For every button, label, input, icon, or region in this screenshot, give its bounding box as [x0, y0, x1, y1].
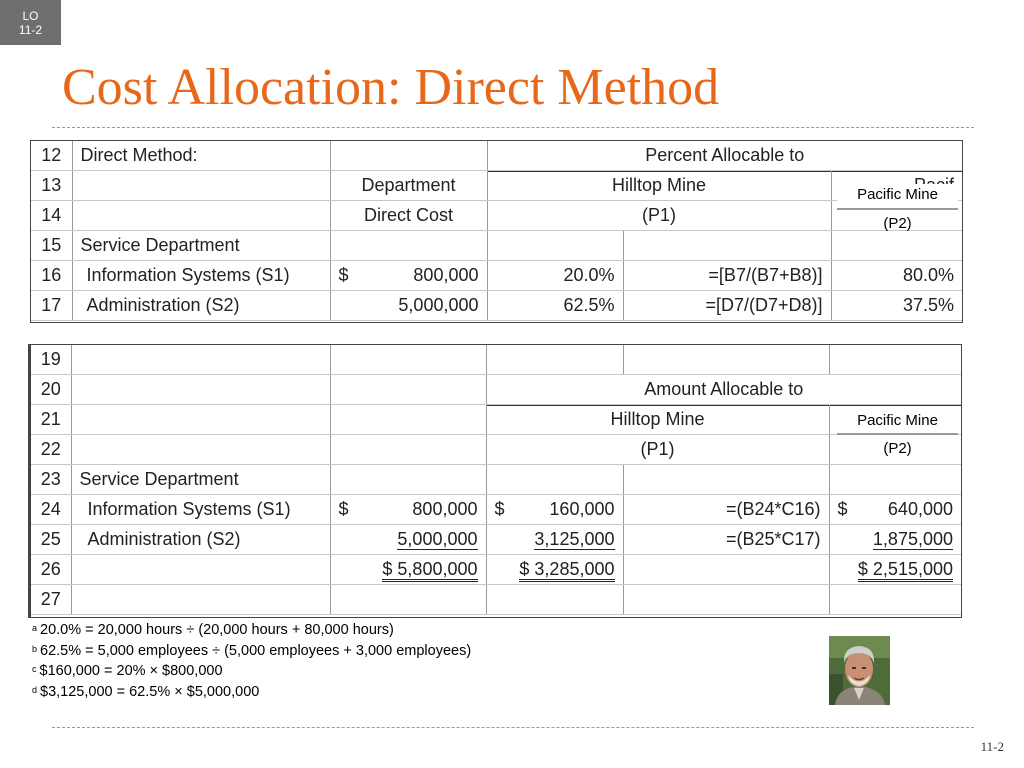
formula-cell: =(B24*C16) [623, 495, 829, 525]
row-label: Information Systems (S1) [71, 495, 330, 525]
footnotes [32, 620, 471, 702]
formula-cell: =[D7/(D7+D8)] [623, 291, 831, 321]
pacific-mine-name: Pacific Mine [837, 184, 958, 210]
pacific-mine-code: (P2) [883, 440, 912, 457]
row-label: Administration (S2) [71, 525, 330, 555]
table-row [31, 141, 962, 171]
pacific-mine-name: Pacific Mine [837, 408, 958, 435]
table-row [31, 585, 961, 615]
row-label: Direct Method: [72, 141, 330, 171]
row-number: 16 [31, 261, 72, 291]
table-row [31, 465, 961, 495]
dollar-sign: $ [494, 499, 505, 519]
amount-value: 160,000 [549, 499, 615, 519]
amount-allocation-table [28, 344, 962, 618]
footnote-mark: d [32, 684, 38, 695]
dollar-sign: $ [338, 499, 349, 519]
row-label: Information Systems (S1) [72, 261, 330, 291]
p1-code: (P1) [487, 201, 831, 231]
percent-cell: 80.0% [831, 261, 962, 291]
amount-cell [829, 495, 961, 525]
row-number: 12 [31, 141, 72, 171]
table-row [31, 231, 962, 261]
total-value: $ 2,515,000 [858, 559, 953, 582]
table-row [31, 375, 961, 405]
amount-value: 640,000 [887, 499, 953, 519]
table-row [31, 345, 961, 375]
percent-cell: 20.0% [487, 261, 623, 291]
table-row [31, 261, 962, 291]
row-number: 21 [31, 405, 71, 435]
footnote-mark: a [32, 623, 38, 633]
footnote [32, 661, 471, 682]
total-value: $ 3,285,000 [519, 559, 614, 582]
presenter-photo-image [829, 636, 890, 705]
dollar-sign: $ [338, 265, 349, 285]
footnote [32, 620, 471, 641]
row-number: 23 [31, 465, 71, 495]
row-number: 20 [31, 375, 71, 405]
footnote-text: $160,000 = 20% × $800,000 [39, 663, 223, 679]
table-row [31, 291, 962, 321]
table-row [31, 555, 961, 585]
table-row [31, 201, 962, 231]
footnote-mark: b [32, 643, 38, 654]
amount-cell: 5,000,000 [330, 291, 487, 321]
table-row [31, 171, 962, 201]
footnote-text: $3,125,000 = 62.5% × $5,000,000 [40, 683, 260, 700]
row-number: 17 [31, 291, 72, 321]
learning-objective-badge [0, 0, 61, 45]
pacific-mine-label-overlay [837, 408, 958, 462]
amount-value: 800,000 [413, 265, 479, 285]
presenter-photo [829, 636, 890, 705]
total-value: $ 5,800,000 [382, 559, 477, 582]
percent-cell: 37.5% [831, 291, 962, 321]
row-label: Administration (S2) [72, 291, 330, 321]
hilltop-mine-header: Hilltop Mine [487, 171, 831, 201]
percent-allocable-heading: Percent Allocable to [487, 141, 962, 171]
formula-cell: =(B25*C17) [623, 525, 829, 555]
row-label: Service Department [72, 231, 330, 261]
row-number: 27 [31, 585, 71, 615]
department-header: Department [330, 171, 487, 201]
percent-cell: 62.5% [487, 291, 623, 321]
badge-line-1: LO [22, 8, 39, 23]
page-number: 11-2 [980, 739, 1004, 754]
pacific-mine-label-overlay [837, 184, 958, 230]
hilltop-mine-header: Hilltop Mine [486, 405, 829, 435]
direct-cost-header: Direct Cost [330, 201, 487, 231]
amount-value: 3,125,000 [534, 529, 615, 549]
amount-cell [330, 261, 487, 291]
row-number: 24 [31, 495, 71, 525]
amount-allocable-heading: Amount Allocable to [486, 375, 961, 405]
dollar-sign: $ [837, 499, 848, 519]
badge-line-2: 11-2 [18, 22, 43, 37]
amount-value: 1,875,000 [872, 529, 953, 549]
footnote-text: 20.0% = 20,000 hours ÷ (20,000 hours + 80,000 hours) [40, 622, 394, 638]
footnote-text: 62.5% = 5,000 employees ÷ (5,000 employees + 3,000 employees) [40, 642, 472, 659]
percent-allocation-table [30, 140, 963, 323]
footnote [32, 682, 471, 703]
slide-title: Cost Allocation: Direct Method [62, 59, 720, 116]
amount-value: 800,000 [412, 499, 478, 519]
amount-value: 5,000,000 [397, 529, 478, 549]
table-row [31, 405, 961, 435]
table-row [31, 435, 961, 465]
footnote [32, 641, 471, 662]
row-number: 19 [31, 345, 71, 375]
amount-cell [486, 495, 623, 525]
row-number: 22 [31, 435, 71, 465]
row-label: Service Department [71, 465, 330, 495]
pacific-mine-code: (P2) [883, 215, 912, 232]
top-divider [52, 127, 974, 128]
row-number: 15 [31, 231, 72, 261]
row-number: 14 [31, 201, 72, 231]
bottom-divider [52, 727, 974, 728]
row-number: 13 [31, 171, 72, 201]
row-number: 26 [31, 555, 71, 585]
table-row [31, 525, 961, 555]
amount-cell [330, 495, 486, 525]
p1-code: (P1) [486, 435, 829, 465]
formula-cell: =[B7/(B7+B8)] [623, 261, 831, 291]
footnote-mark: c [32, 664, 37, 674]
table-row [31, 495, 961, 525]
row-number: 25 [31, 525, 71, 555]
